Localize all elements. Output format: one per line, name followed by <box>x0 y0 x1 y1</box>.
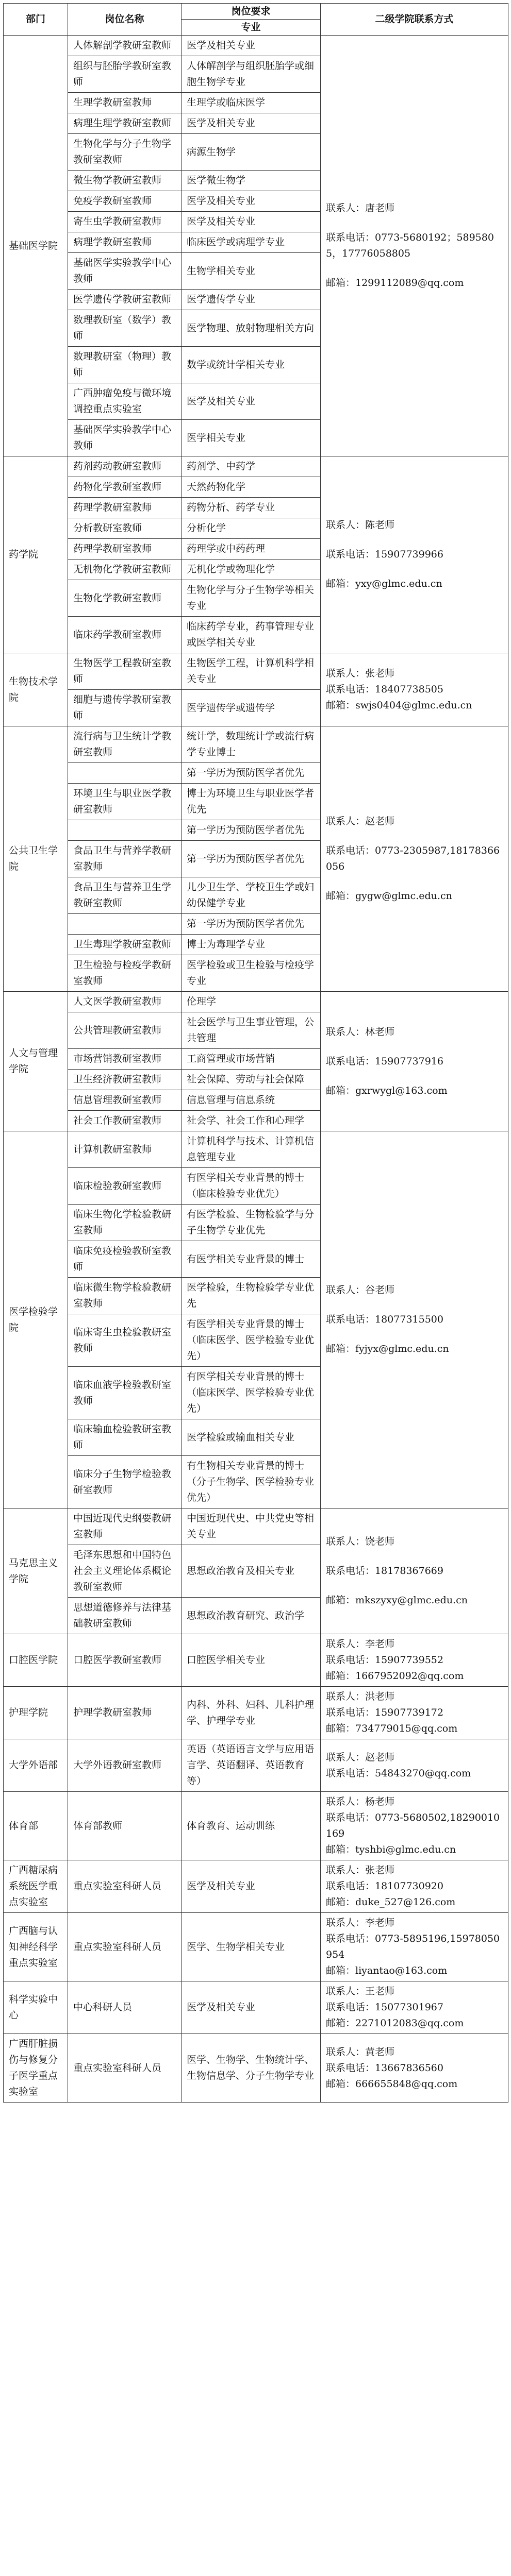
position-cell: 药物化学教研室教师 <box>68 477 182 498</box>
position-cell: 医学遗传学教研室教师 <box>68 290 182 310</box>
contact-cell <box>321 1131 508 1509</box>
contact-line: 联系电话：18107730920 <box>326 1880 443 1892</box>
contact-cell <box>321 2034 508 2103</box>
contact-line: 邮箱：gxrwygl@163.com <box>326 1084 448 1096</box>
position-cell: 临床微生物学检验教研室教师 <box>68 1278 182 1314</box>
major-cell: 伦理学 <box>182 992 321 1012</box>
contact-line: 联系电话：0773-5895196,15978050954 <box>326 1933 500 1960</box>
dept-cell: 基础医学院 <box>4 36 68 456</box>
major-cell: 英语（英语语言文学与应用语言学、英语翻译、英语教育等） <box>182 1739 321 1792</box>
contact-line: 联系人：陈老师 <box>326 519 395 531</box>
position-cell: 生物化学与分子生物学教研室教师 <box>68 134 182 171</box>
position-cell: 广西肿瘤免疫与微环境调控重点实验室 <box>68 383 182 420</box>
major-cell: 第一学历为预防医学者优先 <box>182 763 321 784</box>
dept-cell: 人文与管理学院 <box>4 992 68 1131</box>
major-cell: 中国近现代史、中共党史等相关专业 <box>182 1509 321 1545</box>
major-cell: 人体解剖学与组织胚胎学或细胞生物学专业 <box>182 56 321 93</box>
position-cell: 重点实验室科研人员 <box>68 2034 182 2103</box>
contact-cell <box>321 1860 508 1913</box>
major-cell: 医学及相关专业 <box>182 383 321 420</box>
major-cell: 有生物相关专业背景的博士（分子生物学、医学检验专业优先） <box>182 1456 321 1509</box>
table-row <box>4 1509 508 1545</box>
major-cell: 口腔医学相关专业 <box>182 1634 321 1687</box>
position-cell: 社会工作教研室教师 <box>68 1111 182 1131</box>
position-cell: 病理学教研室教师 <box>68 232 182 253</box>
dept-cell: 广西糖尿病系统医学重点实验室 <box>4 1860 68 1913</box>
major-cell: 分析化学 <box>182 518 321 539</box>
contact-line: 邮箱：1299112089@qq.com <box>326 277 464 289</box>
major-cell: 医学微生物学 <box>182 171 321 191</box>
dept-cell: 马克思主义学院 <box>4 1509 68 1634</box>
table-row <box>4 36 508 56</box>
position-cell: 体育部教师 <box>68 1792 182 1860</box>
contact-cell <box>321 726 508 992</box>
major-cell: 第一学历为预防医学者优先 <box>182 820 321 841</box>
contact-line: 联系电话：54843270@qq.com <box>326 1767 471 1779</box>
contact-cell <box>321 36 508 456</box>
position-cell: 计算机教研室教师 <box>68 1131 182 1168</box>
position-cell: 数理教研室（数学）教师 <box>68 310 182 347</box>
position-cell: 药理学教研室教师 <box>68 539 182 560</box>
table-row <box>4 1634 508 1687</box>
major-cell: 博士为毒理学专业 <box>182 935 321 955</box>
contact-cell <box>321 1792 508 1860</box>
contact-line: 邮箱：yxy@glmc.edu.cn <box>326 578 442 589</box>
position-cell: 临床输血检验教研室教师 <box>68 1419 182 1456</box>
dept-cell: 药学院 <box>4 456 68 653</box>
contact-cell <box>321 1634 508 1687</box>
major-cell: 社会保障、劳动与社会保障 <box>182 1070 321 1090</box>
dept-cell: 体育部 <box>4 1792 68 1860</box>
major-cell: 医学检验或卫生检验与检疫学专业 <box>182 955 321 992</box>
contact-line: 联系人：张老师 <box>326 668 395 679</box>
dept-cell: 科学实验中心 <box>4 1981 68 2034</box>
contact-cell <box>321 1509 508 1634</box>
position-cell: 药剂药动教研室教师 <box>68 456 182 477</box>
contact-line: 联系电话：0773-5680502,18290010169 <box>326 1812 500 1839</box>
contact-line: 邮箱：gygw@glmc.edu.cn <box>326 890 452 902</box>
contact-line: 联系电话：13667836560 <box>326 2062 443 2074</box>
position-cell: 生物化学教研室教师 <box>68 580 182 617</box>
position-cell: 流行病与卫生统计学教研室教师 <box>68 726 182 763</box>
major-cell: 医学遗传学专业 <box>182 290 321 310</box>
major-cell: 医学物理、放射物理相关方向 <box>182 310 321 347</box>
position-cell: 口腔医学教研室教师 <box>68 1634 182 1687</box>
major-cell: 药剂学、中药学 <box>182 456 321 477</box>
header-dept: 部门 <box>4 4 68 36</box>
major-cell: 有医学相关专业背景的博士（临床医学、医学检验专业优先） <box>182 1367 321 1419</box>
major-cell: 统计学，数理统计学或流行病学专业博士 <box>182 726 321 763</box>
contact-line: 联系电话：0773-2305987,18178366056 <box>326 845 500 872</box>
contact-cell <box>321 1981 508 2034</box>
dept-cell: 护理学院 <box>4 1687 68 1739</box>
table-body <box>4 36 508 2103</box>
dept-cell: 广西脑与认知神经科学重点实验室 <box>4 1913 68 1981</box>
table-row <box>4 2034 508 2103</box>
position-cell: 大学外语教研室教师 <box>68 1739 182 1792</box>
position-cell: 卫生检验与检疫学教研室教师 <box>68 955 182 992</box>
contact-line: 联系电话：15907737916 <box>326 1055 443 1067</box>
major-cell: 有医学检验、生物检验学与分子生物学专业优先 <box>182 1205 321 1241</box>
major-cell: 体育教育、运动训练 <box>182 1792 321 1860</box>
major-cell: 生物医学工程，计算机科学相关专业 <box>182 653 321 690</box>
major-cell: 计算机科学与技术、计算机信息管理专业 <box>182 1131 321 1168</box>
position-cell: 重点实验室科研人员 <box>68 1860 182 1913</box>
position-cell <box>68 763 182 784</box>
position-cell: 护理学教研室教师 <box>68 1687 182 1739</box>
position-cell: 信息管理教研室教师 <box>68 1090 182 1111</box>
position-cell: 临床寄生虫检验教研室教师 <box>68 1314 182 1367</box>
position-cell: 数理教研室（物理）教师 <box>68 347 182 383</box>
contact-line: 邮箱：2271012083@qq.com <box>326 2018 464 2029</box>
position-cell: 重点实验室科研人员 <box>68 1913 182 1981</box>
contact-cell <box>321 1739 508 1792</box>
position-cell: 临床分子生物学检验教研室教师 <box>68 1456 182 1509</box>
position-cell: 思想道德修养与法律基础教研室教师 <box>68 1598 182 1634</box>
major-cell: 医学相关专业 <box>182 420 321 456</box>
major-cell: 有医学相关专业背景的博士 <box>182 1241 321 1278</box>
contact-line: 联系电话：18407738505 <box>326 684 443 695</box>
contact-line: 联系人：饶老师 <box>326 1536 395 1547</box>
major-cell: 医学及相关专业 <box>182 191 321 212</box>
table-row <box>4 456 508 477</box>
dept-cell: 口腔医学院 <box>4 1634 68 1687</box>
position-cell: 中国近现代史纲要教研室教师 <box>68 1509 182 1545</box>
position-cell: 免疫学教研室教师 <box>68 191 182 212</box>
table-row <box>4 1860 508 1913</box>
position-cell: 人体解剖学教研室教师 <box>68 36 182 56</box>
major-cell: 生物学相关专业 <box>182 253 321 290</box>
major-cell: 临床药学专业，药事管理专业或医学相关专业 <box>182 617 321 653</box>
major-cell: 数学或统计学相关专业 <box>182 347 321 383</box>
contact-cell <box>321 992 508 1131</box>
major-cell: 思想政治教育及相关专业 <box>182 1545 321 1598</box>
header-position: 岗位名称 <box>68 4 182 36</box>
contact-line: 联系电话：15907739966 <box>326 549 443 560</box>
position-cell: 公共管理教研室教师 <box>68 1012 182 1049</box>
major-cell: 医学及相关专业 <box>182 113 321 134</box>
position-cell: 无机物化学教研室教师 <box>68 560 182 580</box>
contact-line: 联系电话：0773-5680192；5895805，17776058805 <box>326 232 494 259</box>
position-cell: 生物医学工程教研室教师 <box>68 653 182 690</box>
position-cell: 细胞与遗传学教研室教师 <box>68 690 182 726</box>
contact-line: 邮箱：tyshbi@glmc.edu.cn <box>326 1844 456 1855</box>
major-cell: 病源生物学 <box>182 134 321 171</box>
position-cell: 分析教研室教师 <box>68 518 182 539</box>
table-row <box>4 726 508 763</box>
major-cell: 生物化学与分子生物学等相关专业 <box>182 580 321 617</box>
position-cell: 病理生理学教研室教师 <box>68 113 182 134</box>
position-cell: 卫生经济教研室教师 <box>68 1070 182 1090</box>
contact-cell <box>321 653 508 726</box>
major-cell: 医学检验，生物检验学专业优先 <box>182 1278 321 1314</box>
position-cell: 基础医学实验教学中心教师 <box>68 253 182 290</box>
position-cell <box>68 914 182 935</box>
dept-cell: 大学外语部 <box>4 1739 68 1792</box>
position-cell: 临床生物化学检验教研室教师 <box>68 1205 182 1241</box>
major-cell: 医学及相关专业 <box>182 1860 321 1913</box>
dept-cell: 公共卫生学院 <box>4 726 68 992</box>
position-cell: 基础医学实验教学中心教师 <box>68 420 182 456</box>
header-contact: 二级学院联系方式 <box>321 4 508 36</box>
contact-line: 联系人：李老师 <box>326 1917 395 1928</box>
contact-line: 联系人：杨老师 <box>326 1796 395 1807</box>
contact-line: 联系电话：18178367669 <box>326 1565 443 1577</box>
major-cell: 药物分析、药学专业 <box>182 498 321 518</box>
contact-line: 联系人：李老师 <box>326 1638 395 1650</box>
position-cell: 组织与胚胎学教研室教师 <box>68 56 182 93</box>
position-cell: 食品卫生与营养学教研室教师 <box>68 841 182 877</box>
position-cell <box>68 820 182 841</box>
table-row <box>4 1792 508 1860</box>
table-row <box>4 1687 508 1739</box>
major-cell: 社会医学与卫生事业管理，公共管理 <box>182 1012 321 1049</box>
position-cell: 寄生虫学教研室教师 <box>68 212 182 232</box>
major-cell: 医学、生物学、生物统计学、生物信息学、分子生物学专业 <box>182 2034 321 2103</box>
position-cell: 环境卫生与职业医学教研室教师 <box>68 784 182 820</box>
major-cell: 生理学或临床医学 <box>182 93 321 113</box>
dept-cell: 生物技术学院 <box>4 653 68 726</box>
table-row <box>4 653 508 690</box>
contact-line: 联系人：谷老师 <box>326 1284 395 1296</box>
contact-line: 联系电话：15077301967 <box>326 2002 443 2013</box>
contact-line: 联系电话：15907739172 <box>326 1707 443 1718</box>
table-row <box>4 1913 508 1981</box>
contact-cell <box>321 1687 508 1739</box>
major-cell: 医学及相关专业 <box>182 1981 321 2034</box>
position-cell: 市场营销教研室教师 <box>68 1049 182 1070</box>
position-cell: 生理学教研室教师 <box>68 93 182 113</box>
major-cell: 天然药物化学 <box>182 477 321 498</box>
contact-line: 联系人：赵老师 <box>326 816 395 827</box>
major-cell: 药理学或中药药理 <box>182 539 321 560</box>
contact-line: 联系人：赵老师 <box>326 1751 395 1763</box>
contact-line: 联系电话：18077315500 <box>326 1314 443 1325</box>
position-cell: 药理学教研室教师 <box>68 498 182 518</box>
contact-line: 邮箱：fyjyx@glmc.edu.cn <box>326 1343 449 1354</box>
contact-line: 邮箱：734779015@qq.com <box>326 1723 458 1734</box>
major-cell: 有医学相关专业背景的博士（临床检验专业优先） <box>182 1168 321 1205</box>
major-cell: 第一学历为预防医学者优先 <box>182 914 321 935</box>
major-cell: 有医学相关专业背景的博士（临床医学、医学检验专业优先） <box>182 1314 321 1367</box>
major-cell: 医学遗传学或遗传学 <box>182 690 321 726</box>
major-cell: 医学及相关专业 <box>182 212 321 232</box>
position-cell: 临床药学教研室教师 <box>68 617 182 653</box>
table-row <box>4 1981 508 2034</box>
header-requirement: 岗位要求 <box>182 4 321 20</box>
contact-line: 邮箱：duke_527@126.com <box>326 1896 456 1908</box>
position-cell: 微生物学教研室教师 <box>68 171 182 191</box>
position-cell: 临床检验教研室教师 <box>68 1168 182 1205</box>
position-cell: 临床免疫检验教研室教师 <box>68 1241 182 1278</box>
table-row <box>4 1131 508 1168</box>
table-row <box>4 992 508 1012</box>
contact-line: 联系人：王老师 <box>326 1986 395 1997</box>
major-cell: 临床医学或病理学专业 <box>182 232 321 253</box>
dept-cell: 广西肝脏损伤与修复分子医学重点实验室 <box>4 2034 68 2103</box>
major-cell: 医学检验或输血相关专业 <box>182 1419 321 1456</box>
table-row <box>4 1739 508 1792</box>
major-cell: 第一学历为预防医学者优先 <box>182 841 321 877</box>
major-cell: 博士为环境卫生与职业医学者优先 <box>182 784 321 820</box>
contact-line: 联系人：唐老师 <box>326 202 395 214</box>
contact-line: 邮箱：666655848@qq.com <box>326 2078 458 2090</box>
position-cell: 毛泽东思想和中国特色社会主义理论体系概论教研室教师 <box>68 1545 182 1598</box>
major-cell: 思想政治教育研究、政治学 <box>182 1598 321 1634</box>
dept-cell: 医学检验学院 <box>4 1131 68 1509</box>
position-cell: 食品卫生与营养卫生学教研室教师 <box>68 877 182 914</box>
major-cell: 社会学、社会工作和心理学 <box>182 1111 321 1131</box>
position-cell: 人文医学教研室教师 <box>68 992 182 1012</box>
contact-line: 联系电话：15907739552 <box>326 1654 443 1666</box>
contact-cell <box>321 456 508 653</box>
header-major: 专业 <box>182 20 321 36</box>
major-cell: 医学及相关专业 <box>182 36 321 56</box>
major-cell: 儿少卫生学、学校卫生学或妇幼保健学专业 <box>182 877 321 914</box>
recruitment-table <box>3 3 508 2103</box>
contact-line: 联系人：张老师 <box>326 1865 395 1876</box>
header-row <box>4 4 508 20</box>
major-cell: 无机化学或物理化学 <box>182 560 321 580</box>
contact-line: 邮箱：mkszyxy@glmc.edu.cn <box>326 1595 468 1606</box>
major-cell: 内科、外科、妇科、儿科护理学、护理学专业 <box>182 1687 321 1739</box>
contact-line: 邮箱：swjs0404@glmc.edu.cn <box>326 700 472 711</box>
contact-cell <box>321 1913 508 1981</box>
contact-line: 邮箱：1667952092@qq.com <box>326 1670 464 1682</box>
position-cell: 中心科研人员 <box>68 1981 182 2034</box>
position-cell: 卫生毒理学教研室教师 <box>68 935 182 955</box>
major-cell: 工商管理或市场营销 <box>182 1049 321 1070</box>
position-cell: 临床血液学检验教研室教师 <box>68 1367 182 1419</box>
major-cell: 医学、生物学相关专业 <box>182 1913 321 1981</box>
contact-line: 联系人：黄老师 <box>326 2046 395 2058</box>
major-cell: 信息管理与信息系统 <box>182 1090 321 1111</box>
contact-line: 联系人：洪老师 <box>326 1691 395 1702</box>
contact-line: 邮箱：liyantao@163.com <box>326 1965 448 1976</box>
contact-line: 联系人：林老师 <box>326 1026 395 1038</box>
